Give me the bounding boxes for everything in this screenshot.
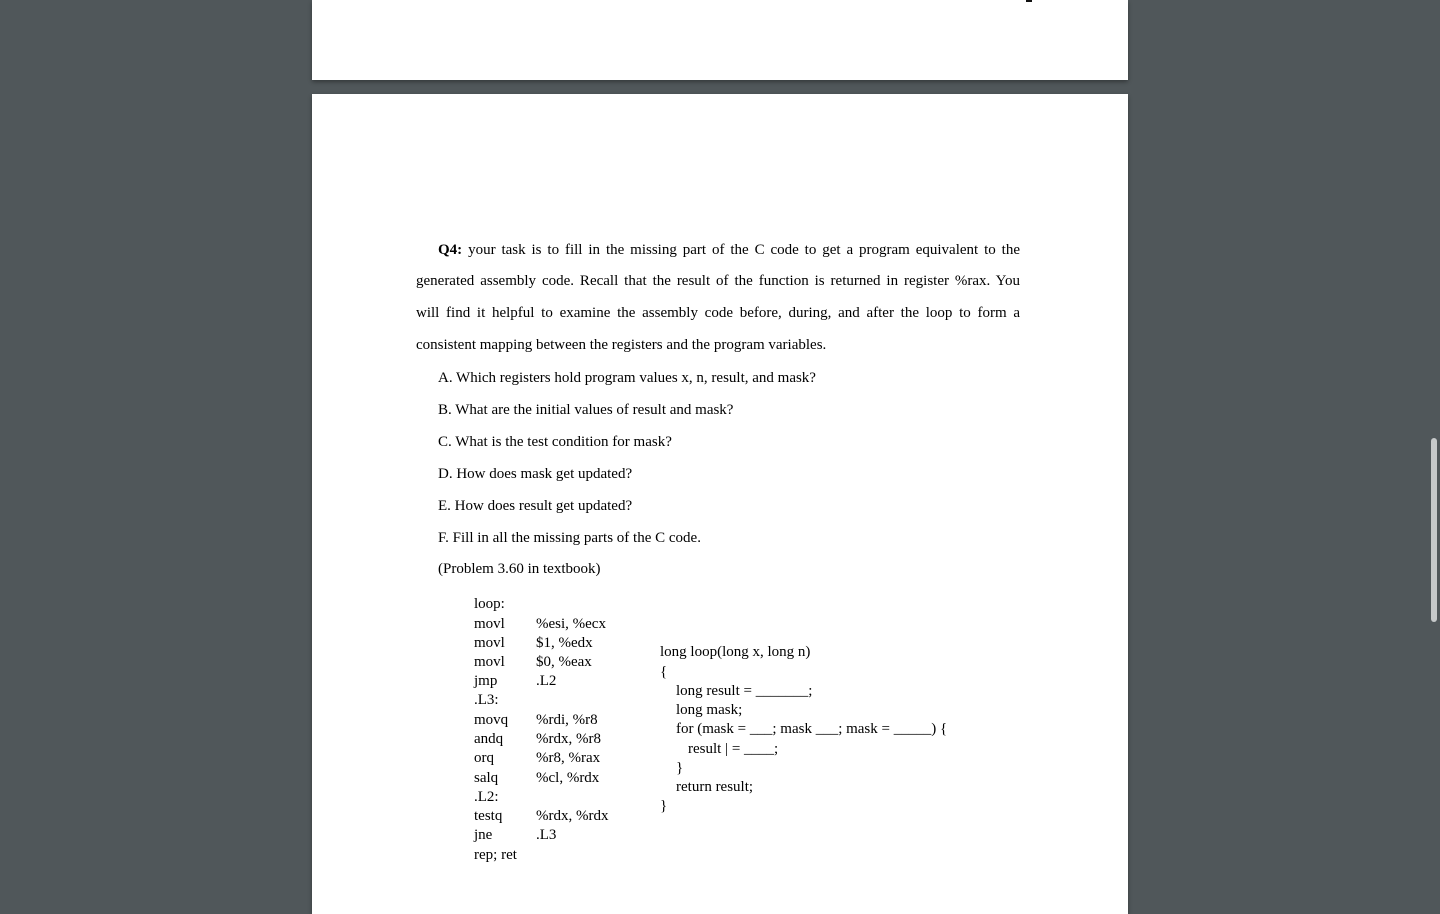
current-page — [312, 94, 1128, 914]
asm-op: jne — [474, 827, 493, 843]
asm-op: salq — [474, 770, 499, 786]
asm-arg: %rdi, %r8 — [536, 712, 598, 728]
c-for-loop: for (mask = ___; mask ___; mask = _____) { — [676, 721, 948, 737]
asm-op: jmp — [474, 673, 498, 689]
asm-arg: .L2 — [536, 673, 557, 689]
asm-op: movl — [474, 635, 505, 651]
item-a: A. Which registers hold program values x, n, result, and mask? — [438, 370, 816, 386]
c-result-update: result | = ____; — [688, 741, 779, 757]
asm-arg: $0, %eax — [536, 654, 592, 670]
question-line-3: will find it helpful to examine the assembly code before, during, and after the loop to form a — [416, 305, 1020, 321]
c-function-signature: long loop(long x, long n) — [660, 644, 811, 660]
asm-op: testq — [474, 808, 503, 824]
asm-arg: .L3 — [536, 827, 557, 843]
item-c: C. What is the test condition for mask? — [438, 434, 672, 450]
previous-page — [312, 0, 1128, 80]
asm-op: rep; ret — [474, 847, 517, 863]
item-f: F. Fill in all the missing parts of the C code. — [438, 530, 701, 546]
asm-arg: %r8, %rax — [536, 750, 601, 766]
asm-op: .L2: — [474, 789, 499, 805]
item-d: D. How does mask get updated? — [438, 466, 633, 482]
page-mark — [1026, 0, 1032, 2]
asm-arg: $1, %edx — [536, 635, 593, 651]
asm-arg: %rdx, %r8 — [536, 731, 601, 747]
question-label: Q4: — [438, 242, 463, 258]
question-line-1 — [416, 241, 1020, 259]
asm-arg: %esi, %ecx — [536, 616, 606, 632]
asm-arg: %rdx, %rdx — [536, 808, 609, 824]
scrollbar-thumb[interactable] — [1431, 438, 1437, 622]
asm-op: movl — [474, 654, 505, 670]
item-e: E. How does result get updated? — [438, 498, 633, 514]
asm-op: movl — [474, 616, 505, 632]
question-text-1: your task is to fill in the missing part of the C code to get a program equivalent to the — [462, 242, 1020, 258]
c-mask-decl: long mask; — [676, 702, 743, 718]
c-close-brace: } — [660, 798, 668, 814]
c-loop-close-brace: } — [676, 760, 684, 776]
asm-op: movq — [474, 712, 509, 728]
item-b: B. What are the initial values of result and mask? — [438, 402, 734, 418]
question-line-2: generated assembly code. Recall that the result of the function is returned in register %rax. You — [416, 273, 1020, 289]
problem-reference: (Problem 3.60 in textbook) — [438, 561, 601, 577]
c-return: return result; — [676, 779, 754, 795]
asm-arg: %cl, %rdx — [536, 770, 600, 786]
question-line-4: consistent mapping between the registers and the program variables. — [416, 337, 827, 353]
c-result-decl: long result = _______; — [676, 683, 813, 699]
asm-op: andq — [474, 731, 504, 747]
asm-op: orq — [474, 750, 494, 766]
asm-op: loop: — [474, 596, 505, 612]
c-open-brace: { — [660, 664, 668, 680]
asm-op: .L3: — [474, 692, 499, 708]
